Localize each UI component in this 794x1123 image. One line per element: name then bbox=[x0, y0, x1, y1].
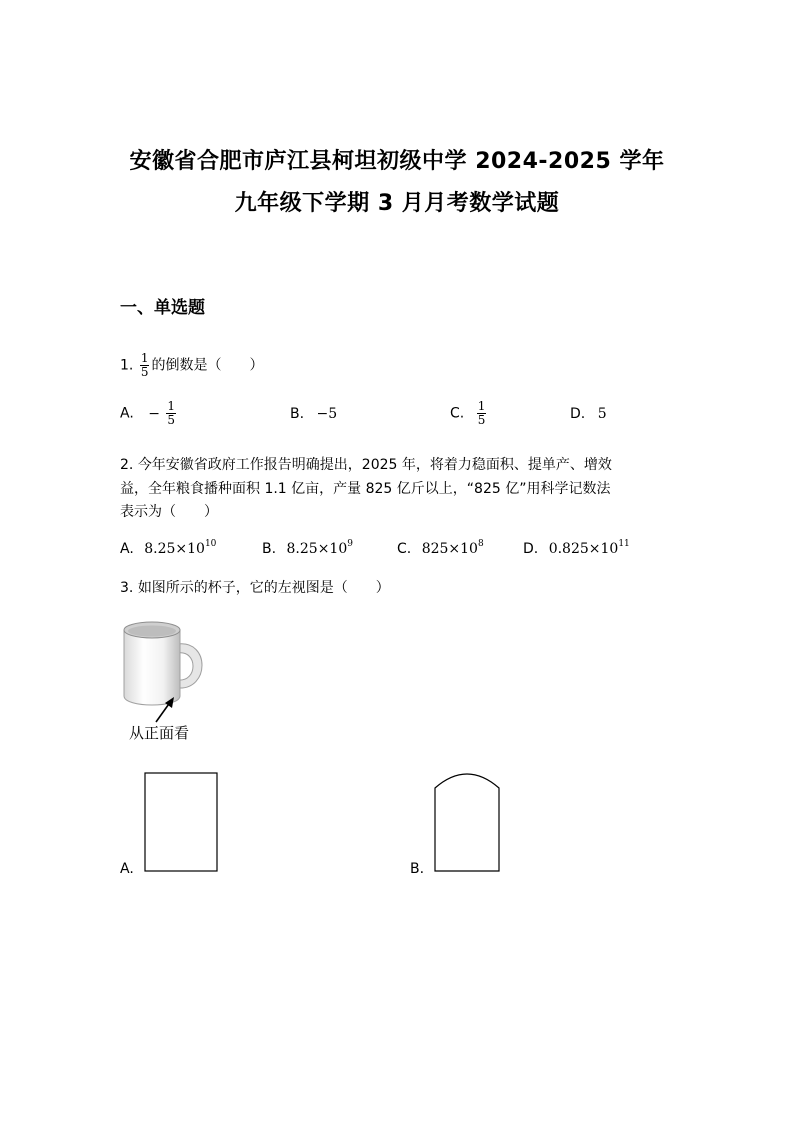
arrow-icon bbox=[150, 695, 180, 725]
option-label: D. bbox=[570, 406, 586, 422]
arched-rectangle-view-icon bbox=[434, 770, 501, 874]
cup-body bbox=[124, 630, 180, 705]
document-title-line-1: 安徽省合肥市庐江县柯坦初级中学 2024-2025 学年 bbox=[129, 149, 665, 174]
question-text: 如图所示的杯子，它的左视图是（ ） bbox=[137, 580, 390, 596]
option-label: A. bbox=[120, 405, 134, 422]
option-exponent: 9 bbox=[347, 539, 353, 549]
option-label: B. bbox=[262, 541, 277, 557]
section-heading: 一、单选题 bbox=[120, 298, 205, 318]
q1-option-c bbox=[450, 400, 488, 427]
question-number: 1. bbox=[120, 357, 134, 374]
rectangle-view-icon bbox=[144, 772, 219, 873]
q2-option-b bbox=[262, 541, 353, 557]
q3-option-a-label: A. bbox=[120, 861, 134, 877]
cup-handle bbox=[178, 644, 202, 688]
option-value: −5 bbox=[316, 406, 338, 422]
q2-option-c bbox=[397, 541, 484, 557]
option-exponent: 11 bbox=[618, 539, 630, 549]
q2-option-d bbox=[523, 541, 630, 557]
fraction bbox=[140, 352, 150, 379]
option-value: 5 bbox=[597, 406, 607, 422]
option-base: 0.825×10 bbox=[548, 541, 619, 557]
option-label: D. bbox=[523, 541, 539, 557]
figure-caption: 从正面看 bbox=[129, 724, 190, 742]
q1-option-a bbox=[120, 400, 178, 427]
option-label: B. bbox=[290, 406, 305, 422]
document-title-line-2: 九年级下学期 3 月月考数学试题 bbox=[234, 191, 560, 216]
question-number: 2. bbox=[120, 457, 134, 473]
option-label: A. bbox=[120, 541, 134, 557]
fraction-numerator: 1 bbox=[477, 399, 486, 413]
question-2-line-3: 表示为（ ） bbox=[120, 504, 218, 520]
minus-sign: − bbox=[148, 405, 160, 422]
question-2-line-2: 益，全年粮食播种面积 1.1 亿亩，产量 825 亿斤以上，“825 亿”用科学记数法 bbox=[120, 481, 611, 497]
option-base: 8.25×10 bbox=[286, 541, 348, 557]
question-1 bbox=[120, 352, 263, 379]
fraction-denominator: 5 bbox=[477, 413, 486, 427]
question-text: 的倒数是（ ） bbox=[151, 357, 264, 374]
question-3 bbox=[120, 576, 390, 600]
fraction bbox=[477, 400, 487, 427]
option-label: C. bbox=[397, 541, 412, 557]
question-2 bbox=[120, 453, 612, 477]
cup-opening bbox=[128, 626, 176, 637]
q2-option-a bbox=[120, 541, 216, 557]
option-base: 825×10 bbox=[421, 541, 478, 557]
fraction-denominator: 5 bbox=[140, 365, 149, 379]
q1-option-d bbox=[570, 406, 607, 422]
fraction-denominator: 5 bbox=[167, 413, 176, 427]
option-exponent: 10 bbox=[204, 539, 217, 549]
q1-option-b bbox=[290, 406, 337, 422]
option-exponent: 8 bbox=[477, 539, 484, 549]
question-number: 3. bbox=[120, 580, 134, 596]
q3-option-b-label: B. bbox=[410, 861, 425, 877]
fraction-numerator: 1 bbox=[140, 351, 149, 365]
fraction-numerator: 1 bbox=[167, 399, 176, 413]
fraction bbox=[166, 400, 176, 427]
question-text-line-1: 今年安徽省政府工作报告明确提出，2025 年，将着力稳面积、提单产、增效 bbox=[137, 457, 612, 473]
option-base: 8.25×10 bbox=[144, 541, 205, 557]
option-label: C. bbox=[450, 405, 465, 422]
